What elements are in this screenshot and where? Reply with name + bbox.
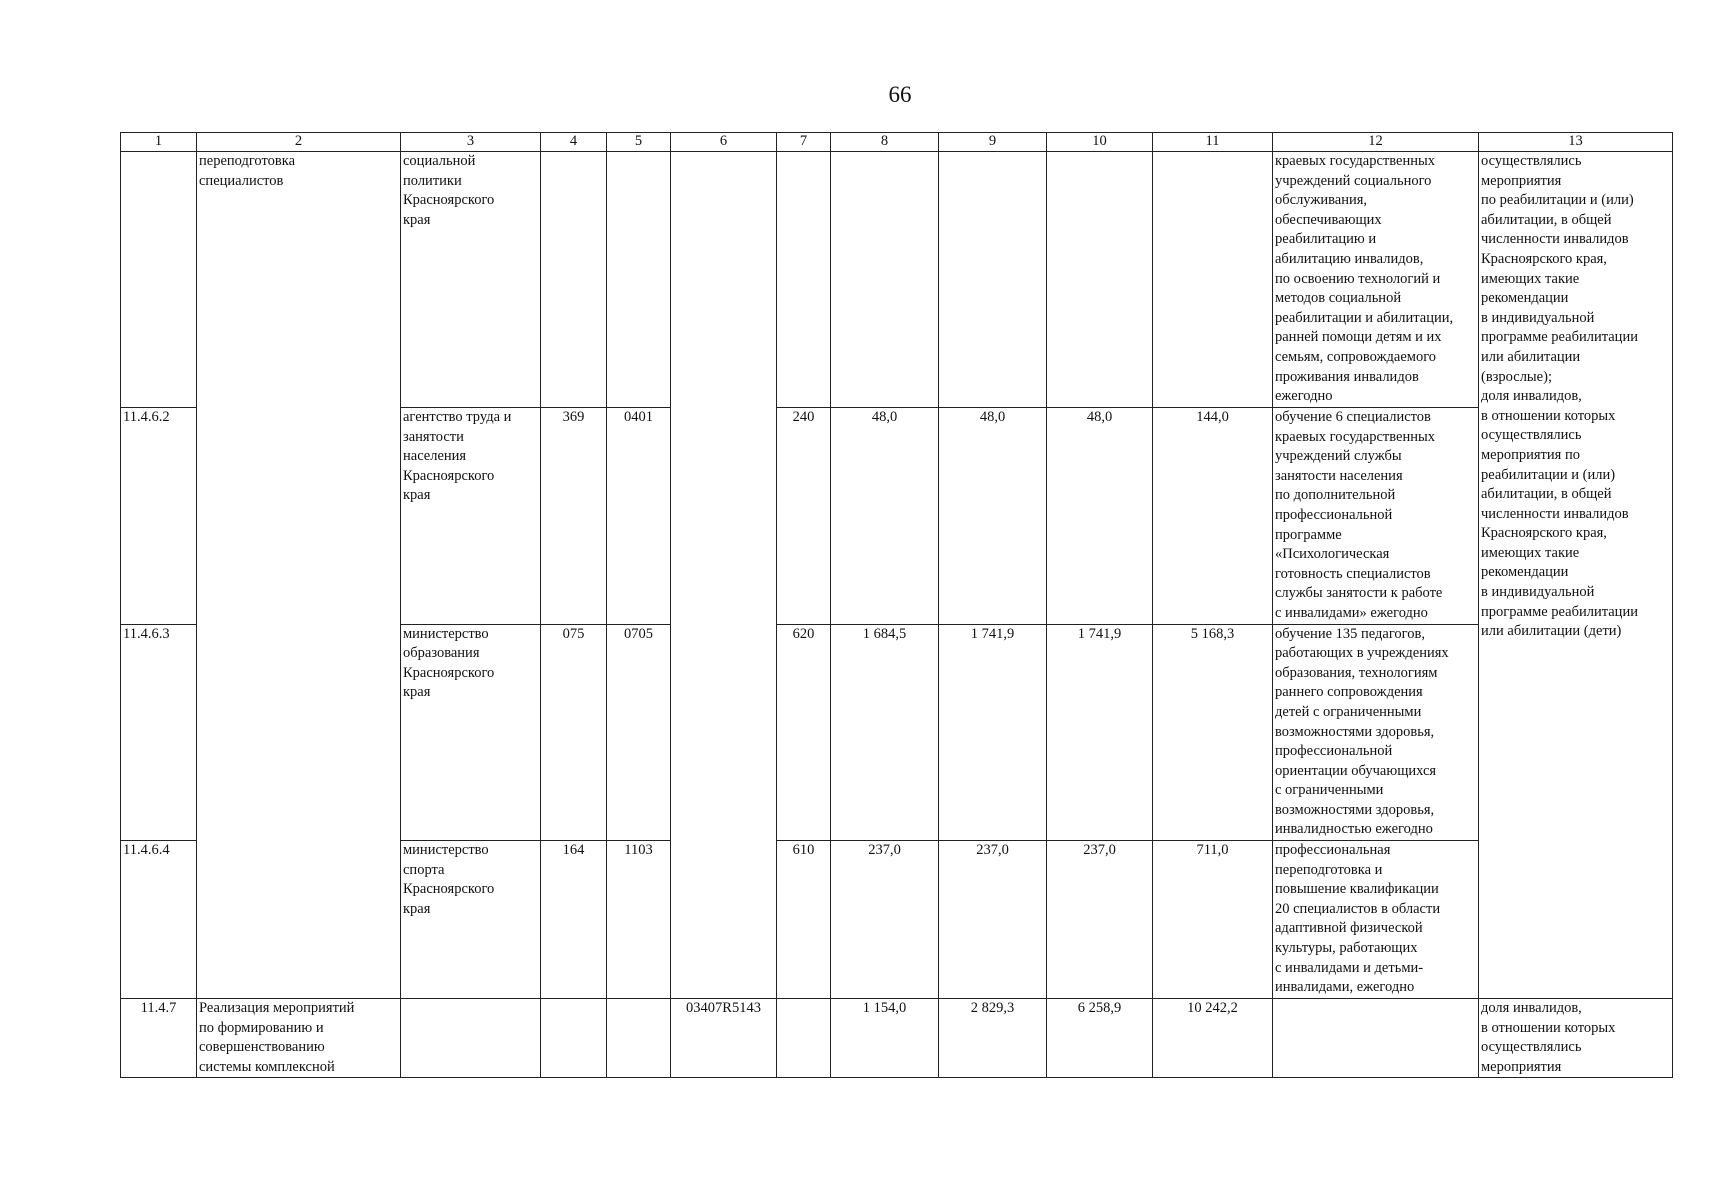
amount-year3-cell: 48,0 [1047,408,1153,625]
section-code-cell: 1103 [607,841,671,999]
expense-type-cell [777,999,831,1078]
col-header-2: 2 [197,133,401,152]
col-header-8: 8 [831,133,939,152]
target-article-cell: 03407R5143 [671,999,777,1078]
row-number [121,152,197,408]
row-number: 11.4.7 [121,999,197,1078]
amount-year1-cell: 48,0 [831,408,939,625]
header-row [121,133,1673,152]
expense-type-cell: 620 [777,624,831,841]
amount-year1-cell: 1 684,5 [831,624,939,841]
grbs-code-cell [541,152,607,408]
grbs-code-cell: 164 [541,841,607,999]
executor-cell [401,999,541,1078]
measure-name-cell: Реализация мероприятий по формированию и совершенствованию системы комплексной [197,999,401,1078]
col-header-12: 12 [1273,133,1479,152]
amount-year3-cell: 237,0 [1047,841,1153,999]
col-header-7: 7 [777,133,831,152]
col-header-13: 13 [1479,133,1673,152]
section-code-cell: 0705 [607,624,671,841]
col-header-11: 11 [1153,133,1273,152]
amount-total-cell: 711,0 [1153,841,1273,999]
target-article-cell [671,152,777,999]
amount-year2-cell: 1 741,9 [939,624,1047,841]
expected-result-cell: обучение 135 педагогов, работающих в учреждениях образования, технологиям раннего сопровождения детей с ограниченными возможностями здоровья, профессиональной ориентации обучающихся с ограниченными возможностями здоровья, инвалидностью ежегодно [1273,624,1479,841]
amount-year2-cell: 2 829,3 [939,999,1047,1078]
amount-year2-cell [939,152,1047,408]
amount-year1-cell: 237,0 [831,841,939,999]
grbs-code-cell [541,999,607,1078]
col-header-5: 5 [607,133,671,152]
amount-total-cell: 144,0 [1153,408,1273,625]
expense-type-cell: 610 [777,841,831,999]
expected-result-cell: профессиональная переподготовка и повышение квалификации 20 специалистов в области адаптивной физической культуры, работающих с инвалидами и детьми- инвалидами, ежегодно [1273,841,1479,999]
amount-total-cell [1153,152,1273,408]
amount-year3-cell: 1 741,9 [1047,624,1153,841]
amount-year1-cell [831,152,939,408]
col-header-1: 1 [121,133,197,152]
section-code-cell [607,999,671,1078]
expected-result-cell: краевых государственных учреждений социального обслуживания, обеспечивающих реабилитацию и абилитацию инвалидов, по освоению технологий и методов социальной реабилитации и абилитации, ранней помощи детям и их семьям, сопровождаемого проживания инвалидов ежегодно [1273,152,1479,408]
col-header-4: 4 [541,133,607,152]
amount-total-cell: 5 168,3 [1153,624,1273,841]
expected-result-cell [1273,999,1479,1078]
page-number: 66 [888,82,912,107]
executor-cell: министерство спорта Красноярского края [401,841,541,999]
measure-name-cell: переподготовка специалистов [197,152,401,999]
col-header-6: 6 [671,133,777,152]
grbs-code-cell: 369 [541,408,607,625]
amount-year2-cell: 48,0 [939,408,1047,625]
executor-cell: агентство труда и занятости населения Красноярского края [401,408,541,625]
expense-type-cell: 240 [777,408,831,625]
grbs-code-cell: 075 [541,624,607,841]
row-number: 11.4.6.3 [121,624,197,841]
amount-year3-cell [1047,152,1153,408]
executor-cell: социальной политики Красноярского края [401,152,541,408]
col-header-10: 10 [1047,133,1153,152]
expected-result-cell: обучение 6 специалистов краевых государственных учреждений службы занятости населения по дополнительной профессиональной программе «Психологическая готовность специалистов службы занятости к работе с инвалидами» ежегодно [1273,408,1479,625]
col-header-9: 9 [939,133,1047,152]
section-code-cell: 0401 [607,408,671,625]
amount-year3-cell: 6 258,9 [1047,999,1153,1078]
indicator-cell: осуществлялись мероприятия по реабилитации и (или) абилитации, в общей численности инвалидов Красноярского края, имеющих такие рекомендации в индивидуальной программе реабилитации или абилитации (взрослые); доля инвалидов, в отношении которых осуществлялись мероприятия по реабилитации и (или) абилитации, в общей численности инвалидов Красноярского края, имеющих такие рекомендации в индивидуальной программе реабилитации или абилитации (дети) [1479,152,1673,999]
program-table [120,132,1673,1078]
row-number: 11.4.6.4 [121,841,197,999]
row-number: 11.4.6.2 [121,408,197,625]
col-header-3: 3 [401,133,541,152]
table-row [121,999,1673,1078]
indicator-cell: доля инвалидов, в отношении которых осуществлялись мероприятия [1479,999,1673,1078]
amount-year1-cell: 1 154,0 [831,999,939,1078]
table-row [121,152,1673,408]
amount-total-cell: 10 242,2 [1153,999,1273,1078]
expense-type-cell [777,152,831,408]
executor-cell: министерство образования Красноярского края [401,624,541,841]
amount-year2-cell: 237,0 [939,841,1047,999]
section-code-cell [607,152,671,408]
